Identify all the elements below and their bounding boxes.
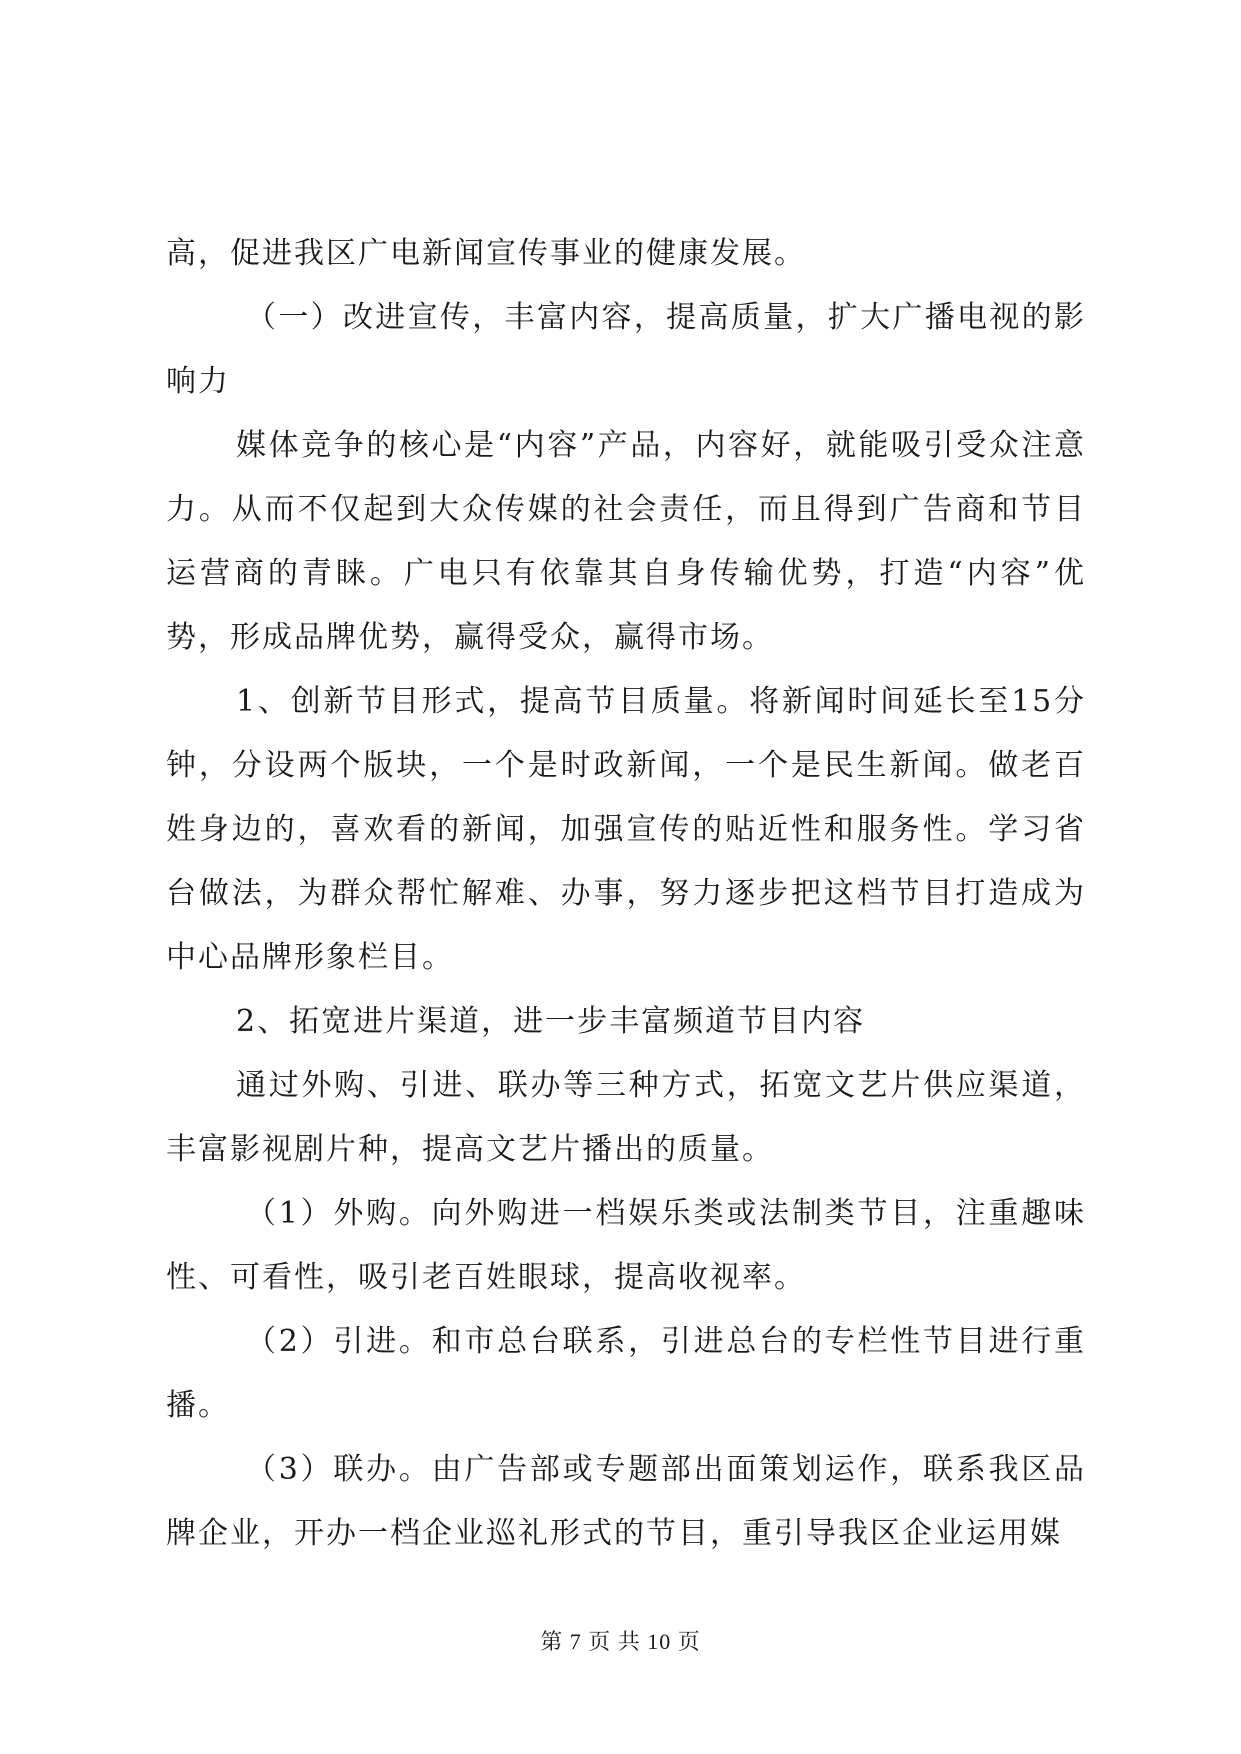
paragraph: 媒体竞争的核心是“内容”产品，内容好，就能吸引受众注意力。从而不仅起到大众传媒的社会责任，而且得到广告商和节目运营商的青睐。广电只有依靠其自身传输优势，打造“内容”优势，形成品牌优势，赢得受众，赢得市场。: [166, 428, 1086, 655]
paragraph: 通过外购、引进、联办等三种方式，拓宽文艺片供应渠道，丰富影视剧片种，提高文艺片播出的质量。: [166, 1068, 1086, 1167]
section-heading: （一）改进宣传，丰富内容，提高质量，扩大广播电视的影响力: [166, 300, 1086, 399]
list-item-heading: 2、拓宽进片渠道，进一步丰富频道节目内容: [236, 1004, 866, 1039]
sub-item: （3）联办。由广告部或专题部出面策划运作，联系我区品牌企业，开办一档企业巡礼形式的节目，重引导我区企业运用媒: [166, 1452, 1086, 1551]
paragraph-continuation: 高，促进我区广电新闻宣传事业的健康发展。: [166, 236, 806, 271]
body-text: [166, 222, 1086, 1566]
sub-item: （1）外购。向外购进一档娱乐类或法制类节目，注重趣味性、可看性，吸引老百姓眼球，提高收视率。: [166, 1196, 1086, 1295]
page-footer: 第 7 页 共 10 页: [540, 1629, 701, 1654]
sub-item: （2）引进。和市总台联系，引进总台的专栏性节目进行重播。: [166, 1324, 1086, 1423]
list-item-heading: 1、创新节目形式，提高节目质量。将新闻时间延长至15分钟，分设两个版块，一个是时政新闻，一个是民生新闻。做老百姓身边的，喜欢看的新闻，加强宣传的贴近性和服务性。学习省台做法，为群众帮忙解难、办事，努力逐步把这档节目打造成为中心品牌形象栏目。: [166, 684, 1086, 975]
